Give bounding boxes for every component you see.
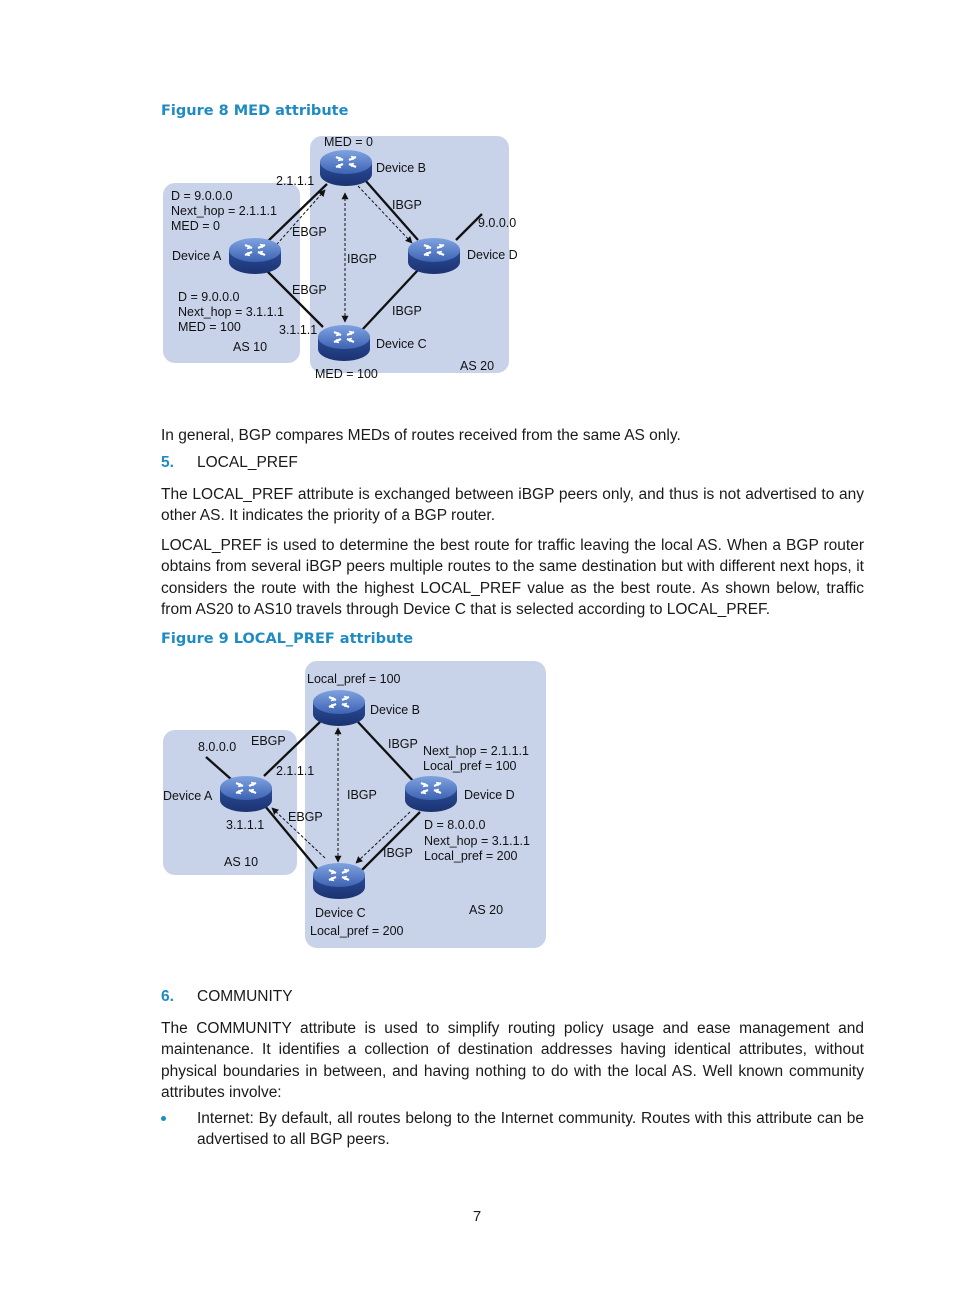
- device-b-label: Device B: [376, 161, 427, 175]
- bullet-internet-text: Internet: By default, all routes belong to the Internet community. Routes with this attribute can be advertised to all BGP peers.: [197, 1110, 864, 1149]
- bullet-dot: [161, 1116, 166, 1121]
- ibgp-bc-label: IBGP: [347, 788, 377, 802]
- router-icon: [320, 150, 372, 186]
- figure-9-caption: Figure 9 LOCAL_PREF attribute: [161, 631, 414, 647]
- section-6-heading: [161, 988, 293, 1006]
- route-d-line2: Next_hop = 3.1.1.1: [424, 834, 530, 848]
- as10-label: AS 10: [224, 855, 259, 869]
- route-d-top-line2: Local_pref = 100: [423, 759, 517, 773]
- lp-b-label: Local_pref = 100: [307, 672, 401, 686]
- ebgp-top-label: EBGP: [292, 225, 327, 239]
- router-icon: [405, 776, 457, 812]
- router-icon: [313, 863, 365, 899]
- ibgp-bc-label: IBGP: [347, 252, 377, 266]
- device-a-label: Device A: [172, 249, 222, 263]
- device-b-label: Device B: [370, 703, 421, 717]
- device-d-label: Device D: [467, 248, 518, 262]
- ibgp-cd-label: IBGP: [383, 846, 413, 860]
- ebgp-top-label: EBGP: [251, 734, 286, 748]
- route-a-line1: D = 9.0.0.0: [171, 189, 233, 203]
- section-6-number: 6.: [161, 988, 174, 1005]
- section-5-number: 5.: [161, 454, 174, 471]
- lp-c-label: Local_pref = 200: [310, 924, 404, 938]
- ebgp-bottom-label: EBGP: [288, 810, 323, 824]
- paragraph-local-pref-1: The LOCAL_PREF attribute is exchanged between iBGP peers only, and thus is not advertised to any other AS. It indicates the priority of a BGP router.: [161, 486, 864, 525]
- device-a-label: Device A: [163, 789, 213, 803]
- as10-label: AS 10: [233, 340, 268, 354]
- ibgp-bd-label: IBGP: [388, 737, 418, 751]
- section-5-title: LOCAL_PREF: [197, 454, 298, 471]
- route-a-line2: Next_hop = 2.1.1.1: [171, 204, 277, 218]
- device-d-label: Device D: [464, 788, 515, 802]
- net-a-label: 8.0.0.0: [198, 740, 237, 754]
- device-c-label: Device C: [376, 337, 427, 351]
- med-b-label: MED = 0: [324, 135, 373, 149]
- device-c-label: Device C: [315, 906, 366, 920]
- router-icon: [318, 325, 370, 361]
- as20-label: AS 20: [460, 359, 495, 373]
- router-icon: [408, 238, 460, 274]
- router-icon: [229, 238, 281, 274]
- route-c-line2: Next_hop = 3.1.1.1: [178, 305, 284, 319]
- ip-c-label: 3.1.1.1: [226, 818, 265, 832]
- route-c-line3: MED = 100: [178, 320, 241, 334]
- route-d-line3: Local_pref = 200: [424, 849, 518, 863]
- ibgp-bd-label: IBGP: [392, 198, 422, 212]
- section-6-title: COMMUNITY: [197, 988, 293, 1005]
- bullet-internet: [161, 1108, 864, 1151]
- ip-b-label: 2.1.1.1: [276, 764, 315, 778]
- paragraph-community: The COMMUNITY attribute is used to simplify routing policy usage and ease management and maintenance. It identifies a collection of destination addresses having identical attributes, without physical boundaries in between, and having nothing to do with the local AS. Well known community attributes involve:: [161, 1020, 864, 1101]
- as20-label: AS 20: [469, 903, 504, 917]
- figure-9-diagram: [0, 650, 954, 960]
- figure-8-diagram: [0, 0, 954, 400]
- section-5-heading: [161, 454, 298, 472]
- route-a-line3: MED = 0: [171, 219, 220, 233]
- net-d-label: 9.0.0.0: [478, 216, 517, 230]
- page-number: 7: [472, 1208, 482, 1225]
- route-d-top-line1: Next_hop = 2.1.1.1: [423, 744, 529, 758]
- ebgp-bottom-label: EBGP: [292, 283, 327, 297]
- route-c-line1: D = 9.0.0.0: [178, 290, 240, 304]
- paragraph-med: In general, BGP compares MEDs of routes received from the same AS only.: [161, 427, 681, 444]
- route-d-line1: D = 8.0.0.0: [424, 818, 486, 832]
- ibgp-cd-label: IBGP: [392, 304, 422, 318]
- ip-c-label: 3.1.1.1: [279, 323, 318, 337]
- ip-b-label: 2.1.1.1: [276, 174, 315, 188]
- router-icon: [313, 690, 365, 726]
- med-c-label: MED = 100: [315, 367, 378, 381]
- paragraph-local-pref-2: LOCAL_PREF is used to determine the best route for traffic leaving the local AS. When a BGP router obtains from several iBGP peers multiple routes to the same destination but with different next hops, it considers the route with the highest LOCAL_PREF value as the best route. As shown below, traffic from AS20 to AS10 travels through Device C that is selected according to LOCAL_PREF.: [161, 537, 864, 618]
- router-icon: [220, 776, 272, 812]
- figure-8-caption: Figure 8 MED attribute: [161, 103, 349, 119]
